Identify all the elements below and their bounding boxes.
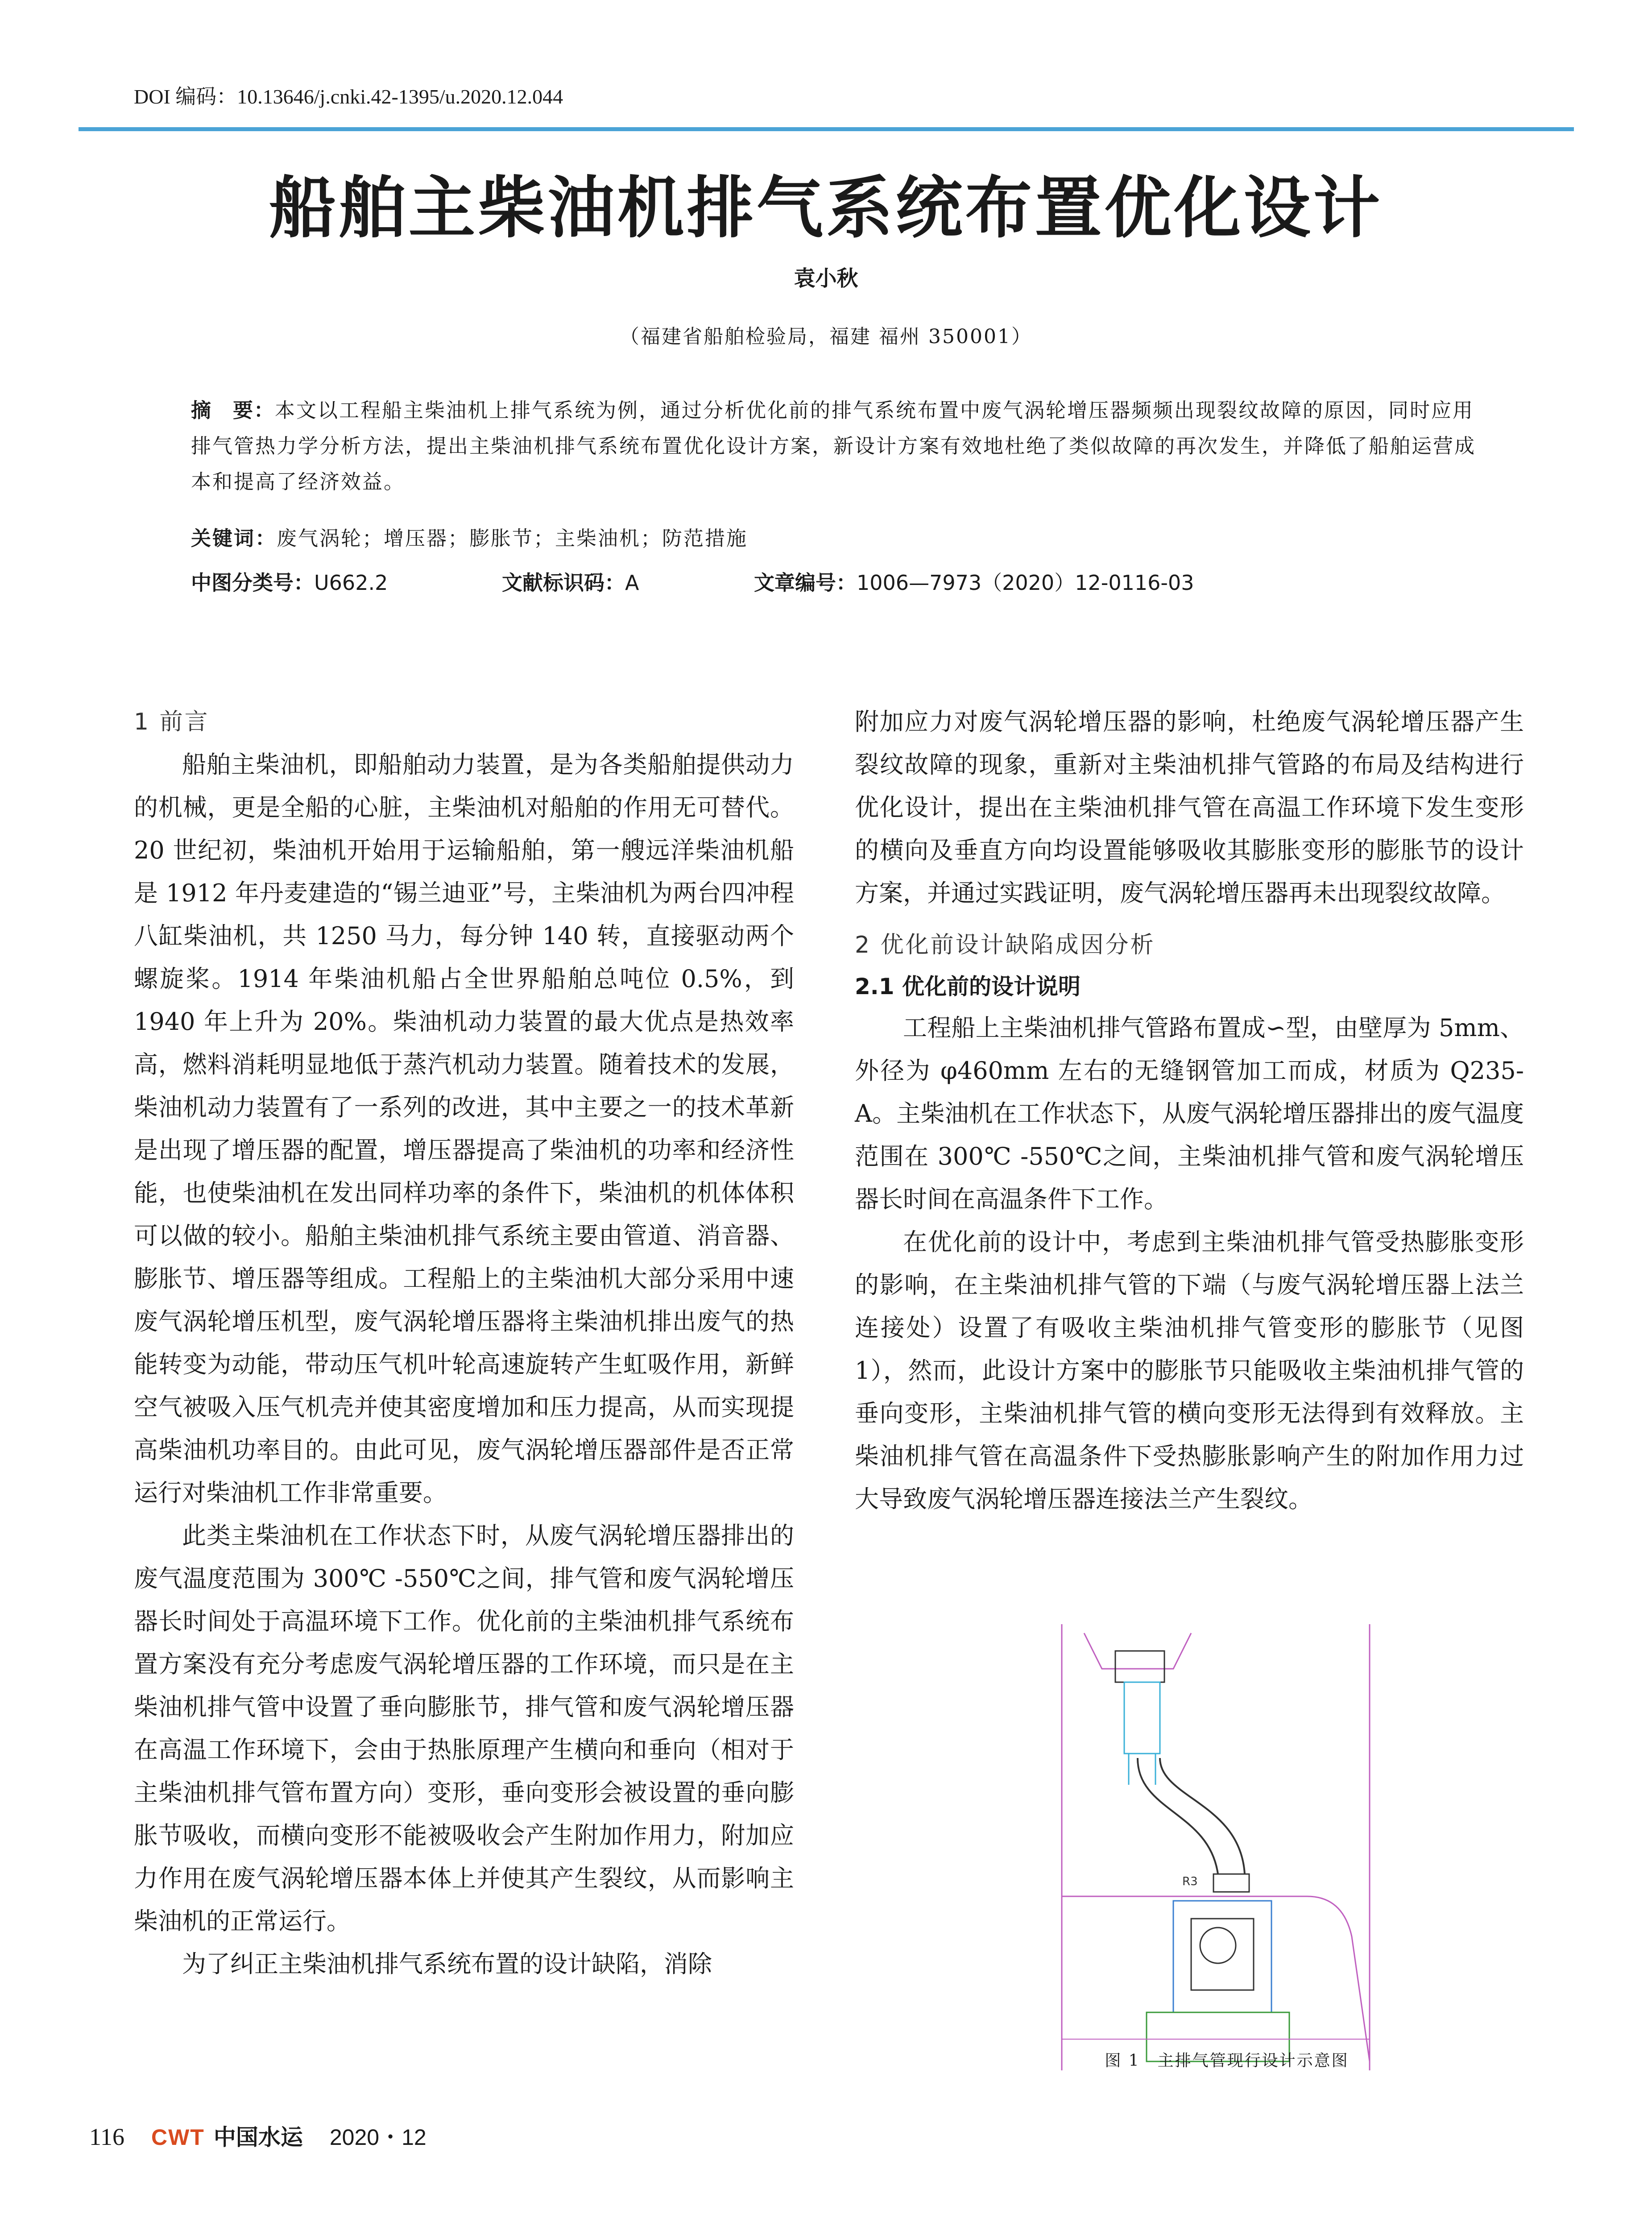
article-number: 文章编号：1006—7973（2020）12-0116-03 xyxy=(754,571,1194,595)
journal-logo: CWT xyxy=(151,2125,205,2150)
document-code: 文献标识码：A xyxy=(502,571,639,595)
doi: DOI 编码：10.13646/j.cnki.42-1395/u.2020.12.044 xyxy=(134,85,563,108)
paragraph: 此类主柴油机在工作状态下时，从废气涡轮增压器排出的废气温度范围为 300℃ -550℃之间，排气管和废气涡轮增压器长时间处于高温环境下工作。优化前的主柴油机排气系统布置方案没有充分考虑废气涡轮增压器的工作环境，而只是在主柴油机排气管中设置了垂向膨胀节，排气管和废气涡轮增压器在高温工作环境下，会由于热胀原理产生横向和垂向（相对于主柴油机排气管布置方向）变形，垂向变形会被设置的垂向膨胀节吸收，而横向变形不能被吸收会产生附加作用力，附加应力作用在废气涡轮增压器本体上并使其产生裂纹，从而影响主柴油机的正常运行。 xyxy=(134,1522,794,1935)
issue-date: 2020・12 xyxy=(329,2125,426,2150)
keywords-text: 废气涡轮；增压器；膨胀节；主柴油机；防范措施 xyxy=(277,527,748,550)
page-footer xyxy=(89,2119,426,2152)
page-number: 116 xyxy=(89,2123,124,2150)
abstract-text: 本文以工程船主柴油机上排气系统为例，通过分析优化前的排气系统布置中废气涡轮增压器频频出现裂纹故障的原因，同时应用排气管热力学分析方法，提出主柴油机排气系统布置优化设计方案，新设计方案有效地杜绝了类似故障的再次发生，并降低了船舶运营成本和提高了经济效益。 xyxy=(191,398,1476,493)
author: 袁小秋 xyxy=(794,266,858,291)
keywords xyxy=(191,522,1485,551)
header-rule xyxy=(79,127,1574,131)
article-title: 船舶主柴油机排气系统布置优化设计 xyxy=(269,169,1383,247)
paragraph: 附加应力对废气涡轮增压器的影响，杜绝废气涡轮增压器产生裂纹故障的现象，重新对主柴油机排气管路的布局及结构进行优化设计，提出在主柴油机排气管在高温工作环境下发生变形的横向及垂直方向均设置能够吸收其膨胀变形的膨胀节的设计方案，并通过实践证明，废气涡轮增压器再未出现裂纹故障。 xyxy=(855,708,1524,907)
abstract xyxy=(191,393,1485,500)
right-column xyxy=(855,701,1524,1521)
section-heading-1: 1 前言 xyxy=(134,709,210,735)
journal-name: 中国水运 xyxy=(213,2124,303,2150)
figure-caption: 图 1 主排气管现行设计示意图 xyxy=(1105,2052,1349,2070)
paragraph: 工程船上主柴油机排气管路布置成∽型，由壁厚为 5mm、外径为 φ460mm 左右的无缝钢管加工而成，材质为 Q235-A。主柴油机在工作状态下，从废气涡轮增压器排出的废气温度范围在 300℃ -550℃之间，主柴油机排气管和废气涡轮增压器长时间在高温条件下工作。 xyxy=(855,1014,1524,1213)
left-column xyxy=(134,701,794,1986)
section-heading-2: 2 优化前设计缺陷成因分析 xyxy=(855,932,1155,958)
subsection-heading-2-1: 2.1 优化前的设计说明 xyxy=(855,974,1081,999)
abstract-label: 摘 要： xyxy=(191,398,275,422)
keywords-label: 关键词： xyxy=(191,527,277,550)
paragraph: 为了纠正主柴油机排气系统布置的设计缺陷，消除 xyxy=(182,1950,712,1978)
paragraph: 在优化前的设计中，考虑到主柴油机排气管受热膨胀变形的影响，在主柴油机排气管的下端（与废气涡轮增压器上法兰连接处）设置了有吸收主柴油机排气管变形的膨胀节（见图 1），然而，此设计方案中的膨胀节只能吸收主柴油机排气管的垂向变形，主柴油机排气管的横向变形无法得到有效释放。主柴油机排气管在高温条件下受热膨胀影响产生的附加作用力过大导致废气涡轮增压器连接法兰产生裂纹。 xyxy=(855,1228,1524,1513)
clc-number: 中图分类号：U662.2 xyxy=(191,571,388,595)
r3-label: R3 xyxy=(1182,1875,1198,1888)
paragraph: 船舶主柴油机，即船舶动力装置，是为各类船舶提供动力的机械，更是全船的心脏，主柴油机对船舶的作用无可替代。20 世纪初，柴油机开始用于运输船舶，第一艘远洋柴油机船是 1912 年丹麦建造的“锡兰迪亚”号，主柴油机为两台四冲程八缸柴油机，共 1250 马力，每分钟 140 转，直接驱动两个螺旋桨。1914 年柴油机船占全世界船舶总吨位 0.5%，到 1940 年上升为 20%。柴油机动力装置的最大优点是热效率高，燃料消耗明显地低于蒸汽机动力装置。随着技术的发展，柴油机动力装置有了一系列的改进，其中主要之一的技术革新是出现了增压器的配置，增压器提高了柴油机的功率和经济性能，也使柴油机在发出同样功率的条件下，柴油机的机体体积可以做的较小。船舶主柴油机排气系统主要由管道、消音器、膨胀节、增压器等组成。工程船上的主柴油机大部分采用中速废气涡轮增压机型，废气涡轮增压器将主柴油机排出废气的热能转变为动能，带动压气机叶轮高速旋转产生虹吸作用，新鲜空气被吸入压气机壳并使其密度增加和压力提高，从而实现提高柴油机功率目的。由此可见，废气涡轮增压器部件是否正常运行对柴油机工作非常重要。 xyxy=(134,751,794,1507)
exhaust-pipe-figure xyxy=(1057,1624,1379,2070)
affiliation: （福建省船舶检验局，福建 福州 350001） xyxy=(620,325,1032,348)
